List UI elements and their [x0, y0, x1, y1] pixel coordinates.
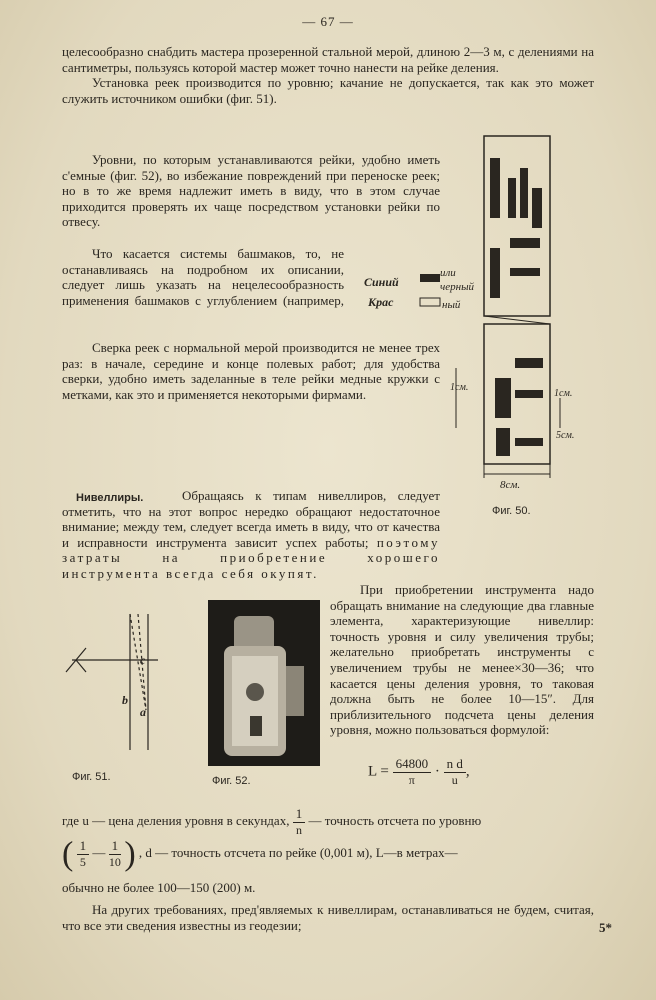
- paragraph-6-spaced: поэтому затраты на приобретение хорошего инструмента всегда себя окупят.: [62, 534, 440, 581]
- formula-frac-2: $\frac{\text{n d}}{u}$: [444, 756, 466, 788]
- figure-52-photo: [200, 596, 330, 792]
- label-1cm-left: 1см.: [450, 382, 469, 393]
- text-where: где u — цена деления уровня в секундах, $\frac{1}{n}$ — точность отсчета по уровню: [62, 806, 482, 837]
- figure-50-rod: [360, 128, 590, 518]
- caption-fig-50: Фиг. 50.: [492, 505, 531, 517]
- paragraph-7: При приобретении инструмента надо обращать внимание на следующие два главные элемента, характеризующие нивеллир: точность уровня и силу увеличения трубы; желательно приобретать инструменты с увеличением трубы не менее×30—36; что касается цены деления уровня, то таковая должна быть не более 10—15″. Для приблизительного подсчета цены деления уровня, можно пользоваться формулой:: [330, 582, 594, 738]
- label-black: черный: [440, 281, 475, 293]
- frac-1-n: $\frac{1}{n}$: [293, 806, 306, 838]
- paragraph-4a: Что касается системы башмаков, то, не останавливаясь на подробном их описании, следует лишь указать на нецелесообразность применения башмаков с углублением (например,: [62, 246, 344, 308]
- signature-mark: 5*: [599, 920, 612, 935]
- label-red: Крас: [368, 295, 394, 309]
- frac-1-10: $\frac{1}{10}$: [108, 838, 121, 869]
- paragraph-1: целесообразно снабдить мастера прозеренной стальной мерой, длиною 2—3 м, с делениями на сантиметры, пользуясь которой мастер может точно нанести на рейке деления.: [62, 44, 594, 75]
- text-block-bottom: [62, 902, 594, 933]
- paragraph-6: Обращаясь к типам нивеллиров, следует отметить, что на этот вопрос нередко обращают недостаточное внимание; между тем, следует всегда иметь в виду, что от качества и исправности инструмента зависит успех работы; поэтому затраты на приобретение хорошего инструмента всегда себя окупят.: [62, 488, 440, 581]
- label-or: или: [440, 267, 456, 279]
- label-1cm-right: 1см.: [554, 388, 573, 399]
- caption-fig-52: Фиг. 52.: [212, 775, 251, 787]
- paragraph-2: Установка реек производится по уровню; качание не допускается, так как это может служить источником ошибки (фиг. 51).: [62, 75, 594, 106]
- label-blue: Синий: [364, 275, 399, 289]
- text-where-2: ( $\frac{1}{5}$ — $\frac{1}{10}$ ) , d — точность отсчета по рейке (0,001 м), L—в метрах—: [62, 835, 458, 873]
- paragraph-9: На других требованиях, пред'являемых к нивеллирам, останавливаться не будем, считая, что все эти сведения известны из геодезии;: [62, 902, 594, 933]
- text-block-right: [330, 582, 594, 738]
- label-red-2: ный: [442, 299, 461, 311]
- formula-frac-1: $\frac{64800}{\pi}$: [393, 756, 432, 788]
- formula: L = $\frac{64800}{\pi}$ · $\frac{\text{n d}}{u}$ ,: [368, 756, 470, 787]
- paragraph-3: Уровни, по которым устанавливаются рейки, удобно иметь с'емные (фиг. 52), во избежание повреждений при переноске реек; но в то же время надлежит иметь в виду, что в этом случае приходится проверять их чаще посредством установки рейки по отвесу.: [62, 152, 440, 230]
- text-block-top: [62, 44, 594, 106]
- page-number: — 67 —: [302, 14, 354, 29]
- label-b: b: [122, 693, 128, 707]
- formula-lhs: L =: [368, 763, 389, 780]
- label-a: a: [140, 705, 146, 719]
- section-heading: Нивеллиры.: [76, 492, 144, 504]
- caption-fig-51: Фиг. 51.: [72, 771, 111, 783]
- label-8cm: 8см.: [500, 479, 521, 491]
- paragraph-5: Сверка реек с нормальной мерой производится не менее трех раз: в начале, середине и конце полевых работ; для удобства сверки, удобно иметь заделанные в теле рейки медные кружки с метками, как это и применяется некоторыми фирмами.: [62, 340, 440, 402]
- frac-1-5: $\frac{1}{5}$: [77, 838, 90, 870]
- text-where-3: обычно не более 100—150 (200) м.: [62, 880, 256, 895]
- label-c: c: [140, 653, 146, 667]
- figure-51-diagram: [62, 600, 172, 790]
- label-5cm: 5см.: [556, 430, 575, 441]
